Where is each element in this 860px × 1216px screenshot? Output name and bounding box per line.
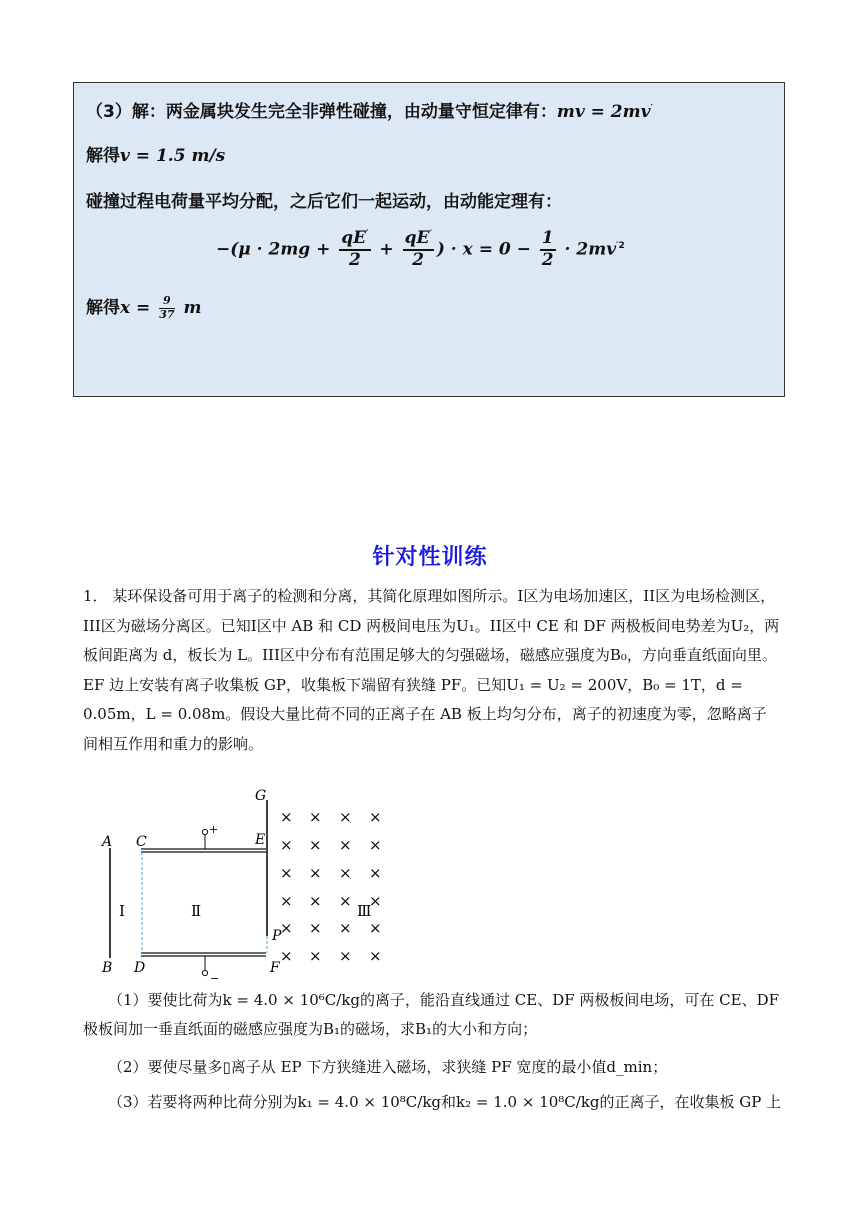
field-cross: × bbox=[339, 808, 352, 826]
label-B: B bbox=[102, 960, 113, 976]
field-cross: × bbox=[369, 947, 382, 965]
label-D: D bbox=[134, 960, 146, 976]
solution-text: 解得 bbox=[86, 298, 120, 318]
label-G: G bbox=[255, 788, 267, 804]
field-cross: × bbox=[280, 947, 293, 965]
field-cross: × bbox=[280, 836, 293, 854]
solution-text: （3）解：两金属块发生完全非弹性碰撞，由动量守恒定律有： bbox=[86, 102, 557, 122]
velocity-result: v = 1.5 m/s bbox=[120, 146, 226, 166]
eq-plus: + bbox=[373, 239, 400, 260]
field-cross: × bbox=[369, 864, 382, 882]
field-cross: × bbox=[369, 919, 382, 937]
label-C: C bbox=[136, 834, 147, 850]
solution-text: 解得 bbox=[86, 146, 120, 166]
label-P: P bbox=[272, 928, 282, 944]
field-cross: × bbox=[309, 947, 322, 965]
fraction-qE-2b: $\frac{qE'}{2}$ bbox=[404, 228, 432, 270]
label-E: E bbox=[255, 832, 266, 848]
field-cross: × bbox=[369, 892, 382, 910]
question-3: （3）若要将两种比荷分别为k₁ = 4.0 × 10⁸C/kg和k₂ = 1.0 × 10⁸C/kg的正离子，在收集板 GP 上 bbox=[108, 1093, 782, 1111]
field-cross: × bbox=[280, 864, 293, 882]
field-cross: × bbox=[309, 892, 322, 910]
solution-line-momentum: （3）解：两金属块发生完全非弹性碰撞，由动量守恒定律有：mv = 2mv′ bbox=[86, 102, 653, 122]
question-1: （1）要使比荷为k = 4.0 × 10⁶C/kg的离子，能沿直线通过 CE、DF 两极板间电场，可在 CE、DF bbox=[108, 991, 780, 1009]
field-cross: × bbox=[280, 808, 293, 826]
solution-box bbox=[73, 82, 785, 397]
apparatus-figure bbox=[95, 786, 395, 982]
field-cross: × bbox=[339, 864, 352, 882]
field-cross: × bbox=[309, 919, 322, 937]
field-cross: × bbox=[309, 864, 322, 882]
field-cross: × bbox=[309, 836, 322, 854]
terminal-minus bbox=[202, 970, 207, 975]
label-F: F bbox=[270, 960, 280, 976]
label-A: A bbox=[102, 834, 113, 850]
field-cross: × bbox=[309, 808, 322, 826]
section-title: 针对性训练 bbox=[372, 545, 488, 570]
question-1-continued: 极板间加一垂直纸面的磁感应强度为B₁的磁场，求B₁的大小和方向； bbox=[83, 1020, 538, 1038]
solution-line-distance bbox=[86, 293, 201, 321]
momentum-equation: mv = 2mv bbox=[556, 102, 651, 122]
field-cross: × bbox=[339, 892, 352, 910]
eq-mid: ) · x = 0 − bbox=[436, 239, 537, 260]
distance-unit: m bbox=[177, 298, 202, 318]
field-cross: × bbox=[339, 947, 352, 965]
solution-text: 碰撞过程电荷量平均分配，之后它们一起运动，由动能定理有： bbox=[86, 192, 562, 212]
label-region-I: I bbox=[119, 902, 125, 920]
label-minus: − bbox=[210, 972, 220, 982]
terminal-plus bbox=[202, 829, 207, 834]
field-cross: × bbox=[280, 892, 293, 910]
fraction-qE-2: $\frac{qE'}{2}$ bbox=[341, 228, 369, 270]
eq-left: −(μ · 2mg + bbox=[216, 239, 337, 260]
fraction-half: $\frac{1}{2}$ bbox=[541, 228, 554, 270]
field-cross: × bbox=[280, 919, 293, 937]
field-cross: × bbox=[369, 808, 382, 826]
energy-equation: −(μ · 2mg + $\frac{qE'}{2}$ + $\frac{qE'}{2}$ ) · x = 0 − $\frac{1}{2}$ · $2mv^{'2}$ bbox=[216, 228, 625, 270]
question-2: （2）要使尽量多▯离子从 EP 下方狭缝进入磁场，求狭缝 PF 宽度的最小值d_min； bbox=[108, 1058, 668, 1076]
solution-line-energy-intro bbox=[86, 187, 562, 212]
label-region-III: Ⅲ bbox=[357, 902, 372, 920]
problem-statement: 1． 某环保设备可用于离子的检测和分离，其简化原理如图所示。I区为电场加速区，II区为电场检测区，III区为磁场分离区。已知I区中 AB 和 CD 两极间电压为U₁。II区中 CE 和 DF 两极板间电势差为U₂，两板间距离为 d，板长为 L。III区中分布有范围足够大的匀强磁场，磁感应强度为B₀，方向垂直纸面向里。EF 边上安装有离子收集板 GP，收集板下端留有狭缝 PF。已知U₁ = U₂ = 200V，B₀ = 1T，d = 0.05m，L = 0.08m。假设大量比荷不同的正离子在 AB 板上均匀分布，离子的初速度为零，忽略离子间相互作用和重力的影响。 bbox=[83, 587, 780, 753]
field-cross: × bbox=[369, 836, 382, 854]
fraction-9-37: $\frac{9}{37}$ bbox=[159, 293, 175, 321]
field-cross: × bbox=[339, 919, 352, 937]
field-cross: × bbox=[339, 836, 352, 854]
magnetic-field-grid bbox=[280, 808, 382, 965]
label-plus: + bbox=[209, 823, 219, 836]
distance-var: x = bbox=[120, 298, 157, 318]
solution-line-velocity bbox=[86, 141, 225, 166]
eq-square: 2 bbox=[618, 240, 625, 251]
eq-tail: · 2mv bbox=[558, 239, 617, 260]
label-region-II: Ⅱ bbox=[191, 902, 202, 920]
